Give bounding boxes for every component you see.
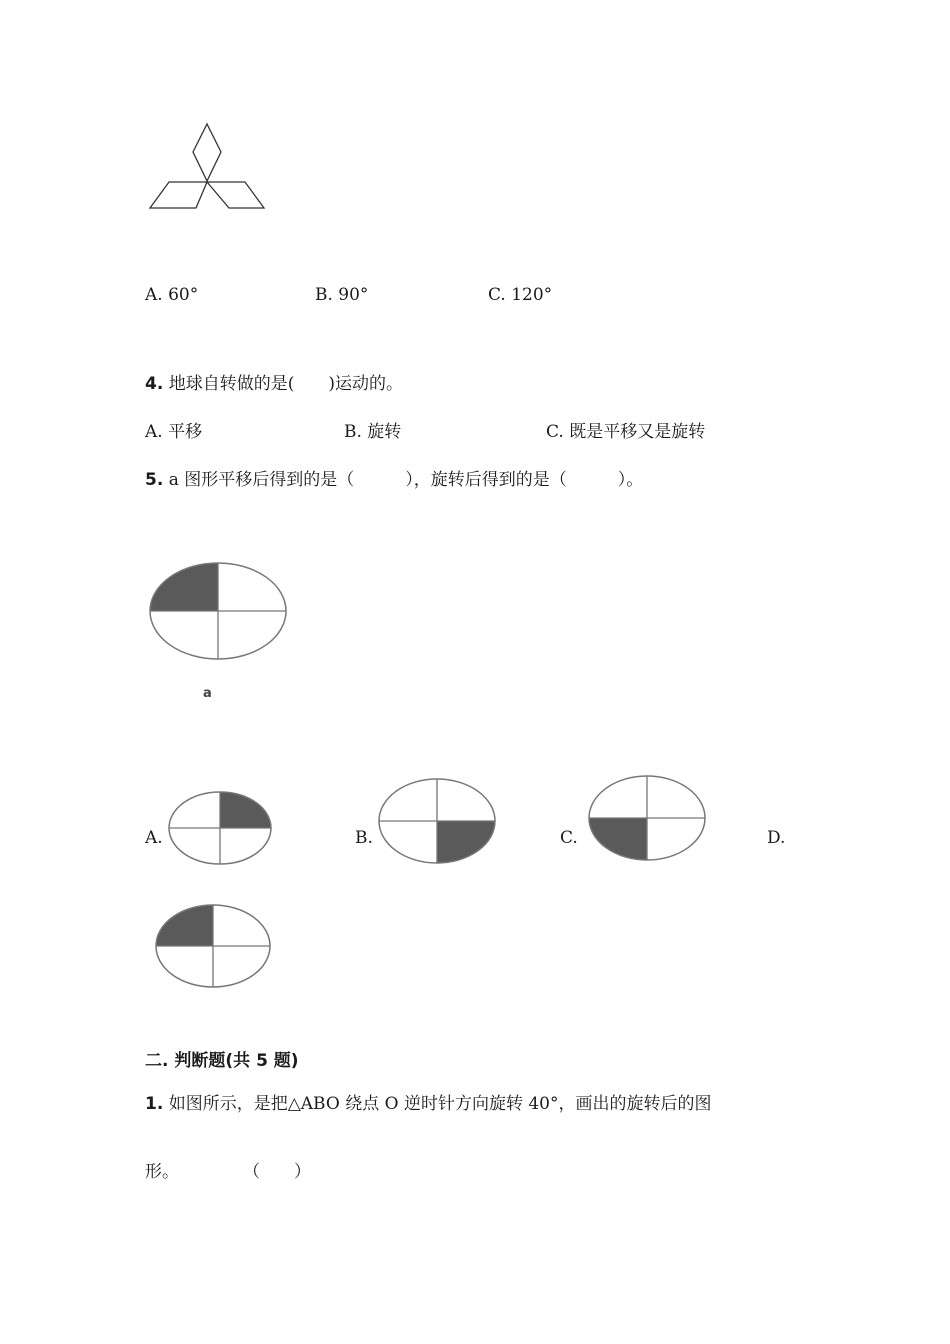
q4-option-c[interactable]: C. 既是平移又是旋转 (546, 422, 706, 442)
q3-option-c[interactable]: C. 120° (488, 285, 553, 305)
q5-figure-caption: a (203, 686, 212, 701)
ellipse-a (150, 563, 286, 659)
rhombus-right (207, 182, 264, 208)
ellipse-a-shaded-quadrant (150, 563, 218, 611)
q3-option-a[interactable]: A. 60° (145, 285, 199, 305)
q4-option-b[interactable]: B. 旋转 (344, 422, 402, 442)
q4-number: 4. (145, 374, 164, 394)
ellipse-option-a[interactable] (169, 792, 271, 864)
q5-option-b-label[interactable]: B. (355, 828, 373, 848)
q3-option-b[interactable]: B. 90° (315, 285, 369, 305)
ellipse-option-a-shaded-quadrant (220, 792, 271, 828)
judge-1-line1: 如图所示，是把△ABO 绕点 O 逆时针方向旋转 40°，画出的旋转后的图 (168, 1094, 712, 1114)
q5-option-d-label[interactable]: D. (767, 828, 786, 848)
q5-option-a-label[interactable]: A. (145, 828, 163, 848)
judge-1-question (145, 1094, 711, 1114)
ellipse-option-c[interactable] (589, 776, 705, 860)
q4-option-a[interactable]: A. 平移 (145, 422, 203, 442)
section-2-title: 二. 判断题(共 5 题) (145, 1051, 299, 1071)
rhombus-top (193, 124, 221, 181)
ellipse-option-d-shaded-quadrant (156, 905, 213, 946)
judge-1-answer-blank[interactable]: （ ） (243, 1162, 311, 1182)
q4-question (145, 374, 403, 394)
judge-1-line2: 形。 (145, 1162, 179, 1182)
q5-option-c-label[interactable]: C. (560, 828, 578, 848)
rhombus-figure-shapes (150, 124, 264, 208)
ellipse-option-d[interactable] (156, 905, 270, 987)
judge-1-number: 1. (145, 1094, 164, 1114)
ellipse-option-b-shaded-quadrant (437, 821, 495, 863)
rhombus-left (150, 182, 207, 208)
ellipse-option-c-shaded-quadrant (589, 818, 647, 860)
q5-number: 5. (145, 470, 164, 490)
ellipse-option-b[interactable] (379, 779, 495, 863)
q5-text: a 图形平移后得到的是（ ），旋转后得到的是（ ）。 (168, 470, 644, 490)
q4-text: 地球自转做的是( )运动的。 (168, 374, 403, 394)
q5-question (145, 470, 643, 490)
